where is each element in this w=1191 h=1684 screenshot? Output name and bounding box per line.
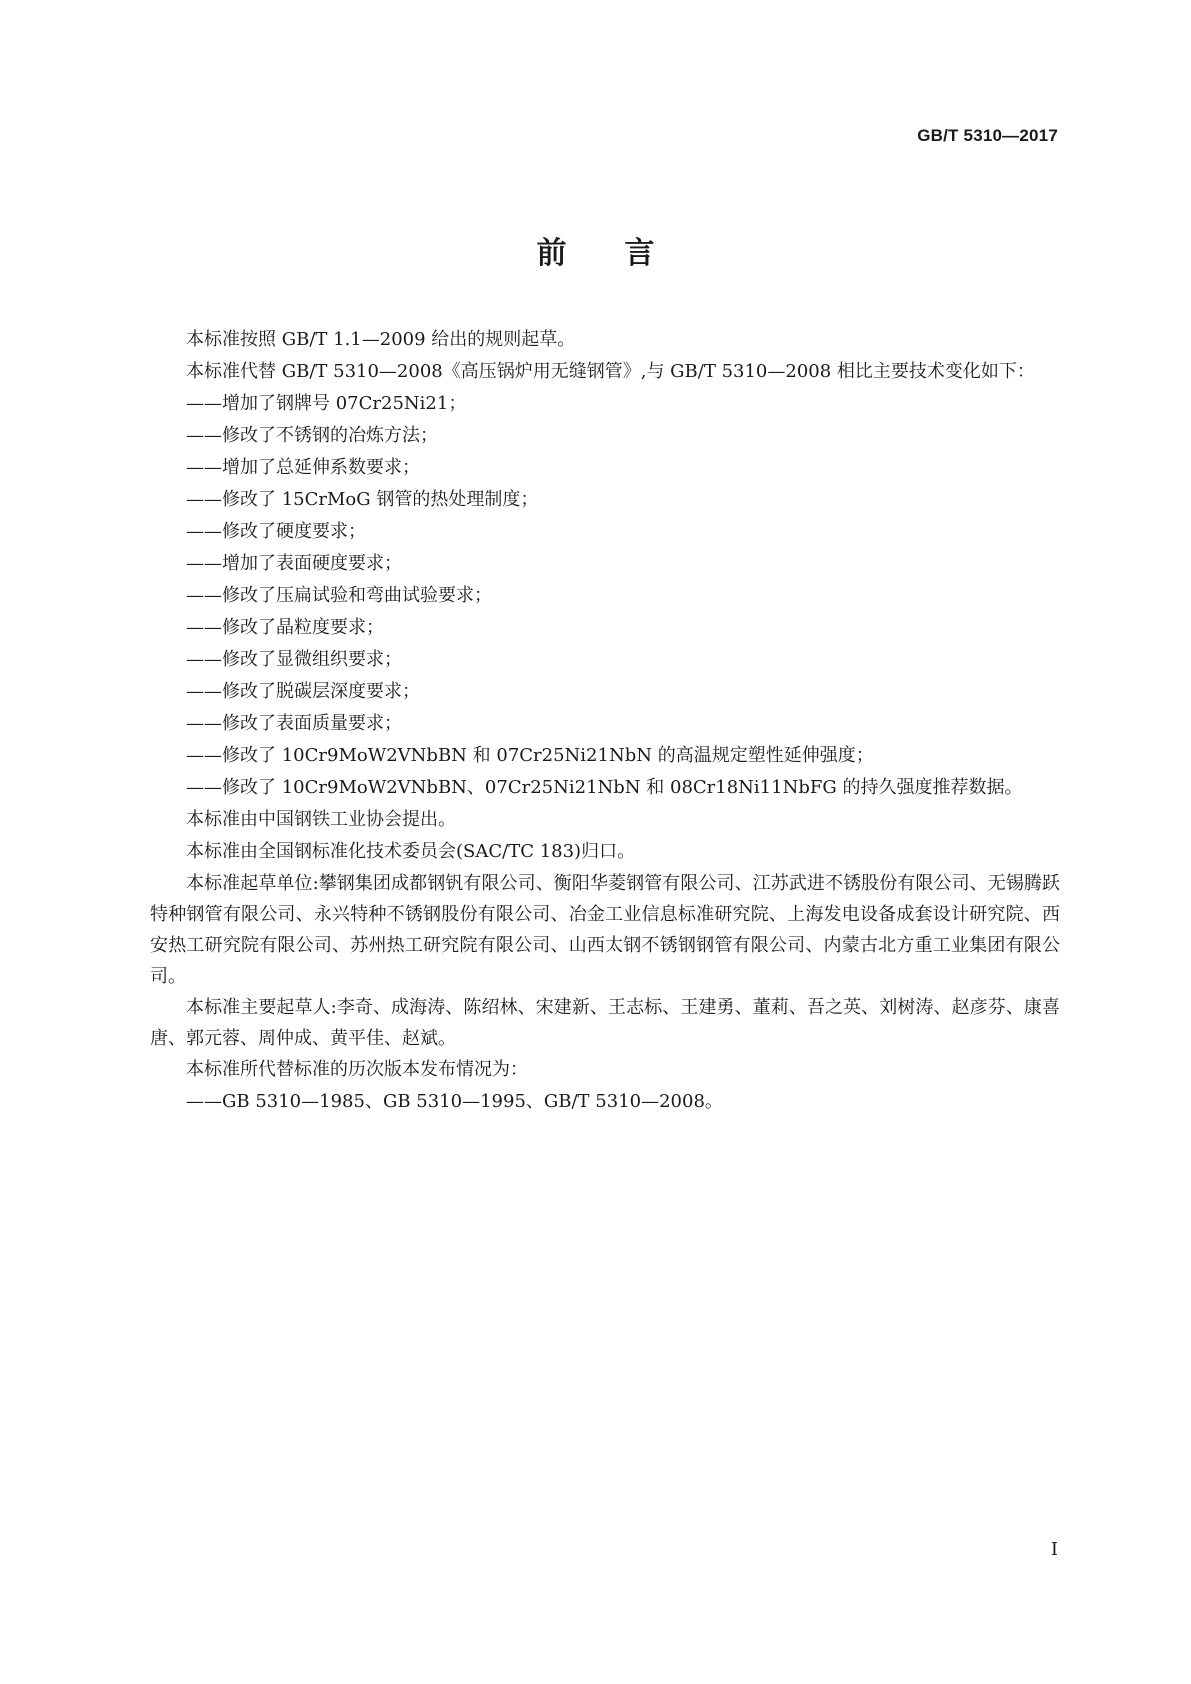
paragraph: 本标准代替 GB/T 5310—2008《高压锅炉用无缝钢管》,与 GB/T 5310—2008 相比主要技术变化如下： (186, 361, 1035, 382)
document-body (150, 324, 1060, 1118)
page-number: I (1050, 1539, 1058, 1560)
list-item: ——增加了表面硬度要求； (186, 553, 402, 574)
history-item: ——GB 5310—1985、GB 5310—1995、GB/T 5310—2008。 (186, 1091, 723, 1112)
paragraph: 本标准由中国钢铁工业协会提出。 (186, 809, 456, 830)
list-item: ——增加了钢牌号 07Cr25Ni21； (186, 393, 467, 414)
list-item: ——修改了 10Cr9MoW2VNbBN 和 07Cr25Ni21NbN 的高温规定塑性延伸强度； (186, 745, 874, 766)
paragraph: 本标准所代替标准的历次版本发布情况为： (186, 1059, 528, 1080)
list-item: ——增加了总延伸系数要求； (186, 457, 420, 478)
page-title: 前言 (536, 236, 713, 271)
paragraph-drafting-units: 本标准起草单位:攀钢集团成都钢钒有限公司、衡阳华菱钢管有限公司、江苏武进不锈股份有限公司、无锡腾跃特种钢管有限公司、永兴特种不锈钢股份有限公司、冶金工业信息标准研究院、上海发电设备成套设计研究院、西安热工研究院有限公司、苏州热工研究院有限公司、山西太钢不锈钢钢管有限公司、内蒙古北方重工业集团有限公司。 (150, 873, 1060, 987)
list-item: ——修改了脱碳层深度要求； (186, 681, 420, 702)
change-list (150, 388, 1060, 804)
list-item: ——修改了表面质量要求； (186, 713, 402, 734)
list-item: ——修改了压扁试验和弯曲试验要求； (186, 585, 492, 606)
list-item: ——修改了硬度要求； (186, 521, 366, 542)
list-item: ——修改了 10Cr9MoW2VNbBN、07Cr25Ni21NbN 和 08Cr18Ni11NbFG 的持久强度推荐数据。 (186, 777, 1023, 798)
list-item: ——修改了显微组织要求； (186, 649, 402, 670)
list-item: ——修改了不锈钢的冶炼方法； (186, 425, 438, 446)
paragraph: 本标准由全国钢标准化技术委员会(SAC/TC 183)归口。 (186, 841, 636, 862)
list-item: ——修改了 15CrMoG 钢管的热处理制度； (186, 489, 539, 510)
document-code: GB/T 5310—2017 (917, 126, 1058, 145)
list-item: ——修改了晶粒度要求； (186, 617, 384, 638)
paragraph: 本标准按照 GB/T 1.1—2009 给出的规则起草。 (186, 329, 576, 350)
paragraph-drafters: 本标准主要起草人:李奇、成海涛、陈绍林、宋建新、王志标、王建勇、董莉、吾之英、刘树涛、赵彦芬、康喜唐、郭元蓉、周仲成、黄平佳、赵斌。 (150, 997, 1060, 1049)
